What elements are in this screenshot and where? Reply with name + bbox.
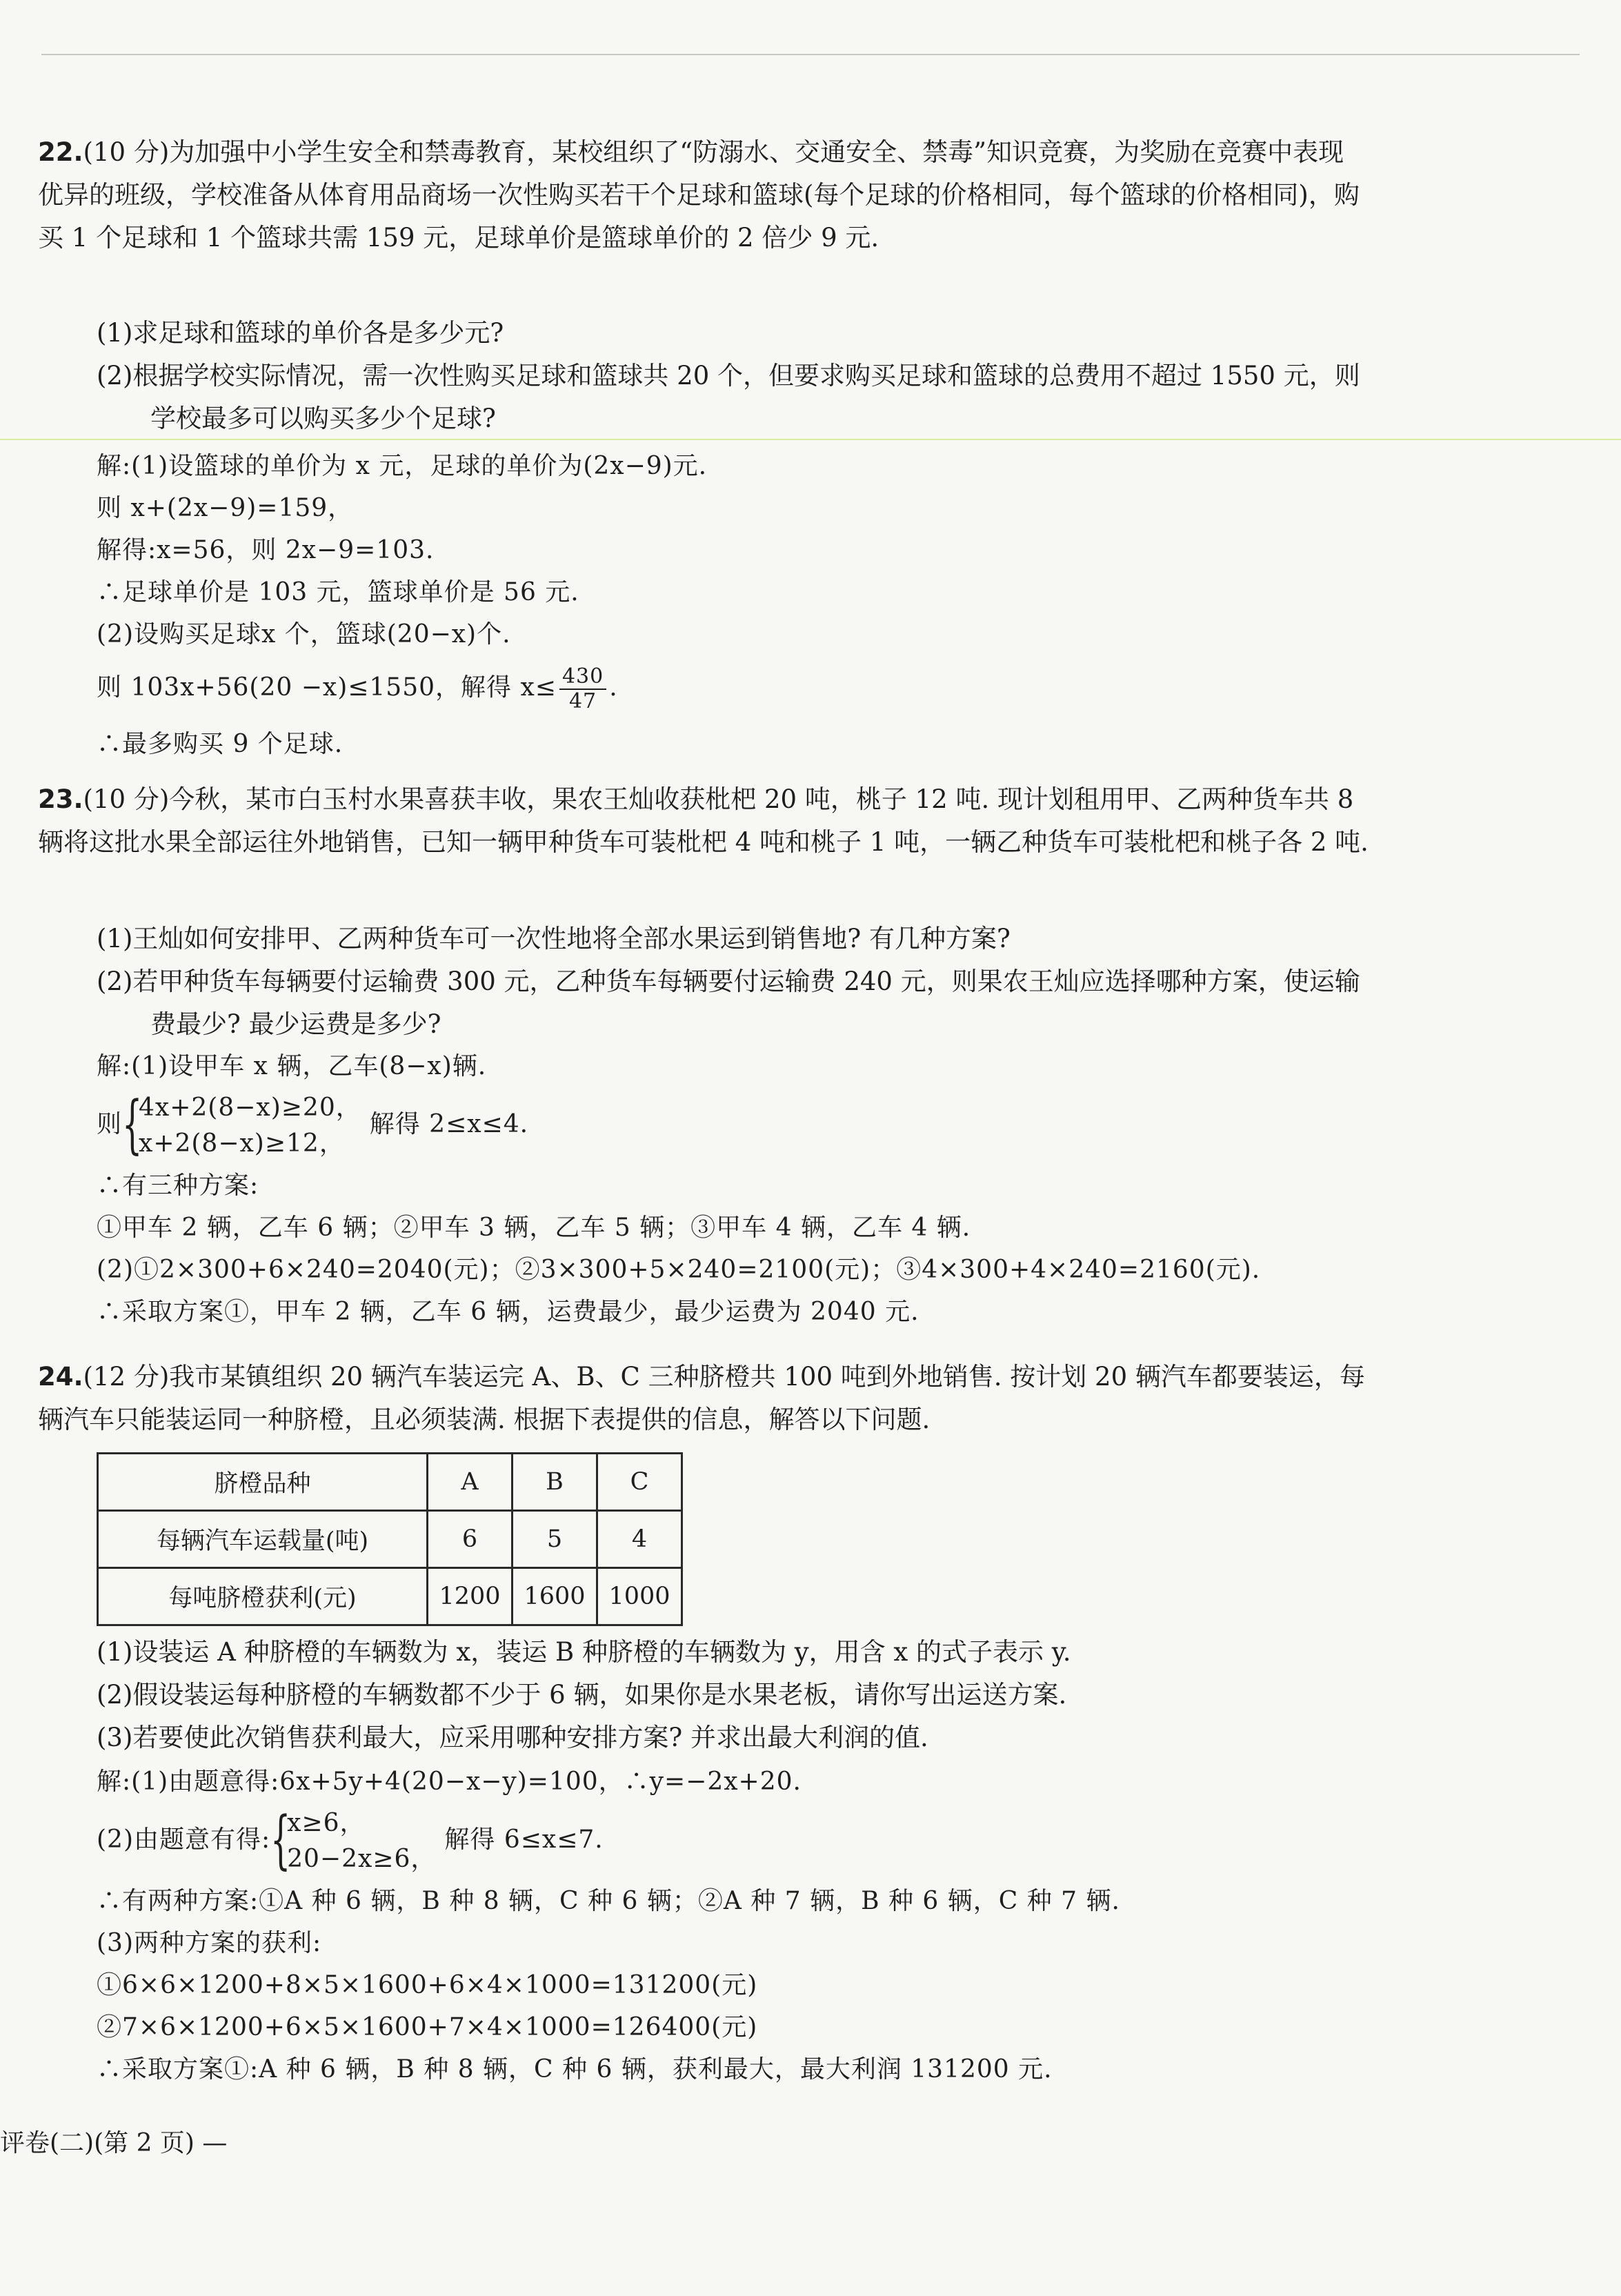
question-number: 24. <box>38 1362 83 1392</box>
inequality-row: x≥6， <box>287 1809 366 1837</box>
solution-line: ∴足球单价是 103 元，篮球单价是 56 元. <box>97 578 579 606</box>
solution-line: ①甲车 2 辆，乙车 6 辆；②甲车 3 辆，乙车 5 辆；③甲车 4 辆，乙车 4 辆. <box>97 1214 971 1242</box>
inequality-system <box>270 1805 436 1877</box>
solution-text: 则 <box>97 1110 123 1138</box>
solution-line: ①6×6×1200+8×5×1600+6×4×1000=131200(元) <box>97 1971 758 1999</box>
q24-subquestions <box>97 1631 1373 1759</box>
question-22 <box>38 131 1369 259</box>
page-footer: 评卷(二)(第 2 页) — <box>0 2129 228 2157</box>
table-cell: C <box>597 1454 682 1511</box>
question-number: 22. <box>38 137 83 167</box>
table-row <box>98 1568 682 1625</box>
table-cell: 6 <box>428 1511 513 1568</box>
question-24 <box>38 1356 1369 1441</box>
table-cell: 每辆汽车运载量(吨) <box>98 1511 428 1568</box>
subquestion-3: (3)若要使此次销售获利最大，应采用哪种安排方案? 并求出最大利润的值. <box>97 1723 928 1752</box>
solution-text: (2)由题意有得: <box>97 1825 271 1854</box>
table-cell: A <box>428 1454 513 1511</box>
question-23 <box>38 778 1369 864</box>
solution-line: ∴采取方案①，甲车 2 辆，乙车 6 辆，运费最少，最少运费为 2040 元. <box>97 1298 919 1326</box>
subquestion-2: (2)根据学校实际情况，需一次性购买足球和篮球共 20 个，但要求购买足球和篮球的总费用不超过 1550 元，则学校最多可以购买多少个足球? <box>97 361 1360 433</box>
inequality-system-line <box>97 1087 1380 1162</box>
solution-text: 解得 2≤x≤4. <box>369 1110 529 1138</box>
question-number: 23. <box>38 784 83 814</box>
highlight-line <box>0 439 1621 440</box>
solution-line: (2)设购买足球x 个，篮球(20−x)个. <box>97 620 511 649</box>
table-cell: B <box>513 1454 597 1511</box>
solution-line <box>97 665 1380 713</box>
table-cell: 4 <box>597 1511 682 1568</box>
solution-line: 解:(1)设篮球的单价为 x 元，足球的单价为(2x−9)元. <box>97 452 708 480</box>
table-cell: 脐橙品种 <box>98 1454 428 1511</box>
fraction-numerator: 430 <box>559 665 606 690</box>
table-cell: 1000 <box>597 1568 682 1625</box>
navel-orange-table <box>97 1452 683 1626</box>
question-text: (10 分)为加强中小学生安全和禁毒教育，某校组织了“防溺水、交通安全、禁毒”知识竞赛，为奖励在竞赛中表现优异的班级，学校准备从体育用品商场一次性购买若干个足球和篮球(每个足球的价格相同，每个篮球的价格相同)，购买 1 个足球和 1 个篮球共需 159 元，足球单价是篮球单价的 2 倍少 9 元. <box>38 137 1360 253</box>
solution-line: ②7×6×1200+6×5×1600+7×4×1000=126400(元) <box>97 2013 758 2041</box>
subquestion-1: (1)设装运 A 种脐橙的车辆数为 x，装运 B 种脐橙的车辆数为 y，用含 x 的式子表示 y. <box>97 1637 1071 1667</box>
solution-line: 解得:x=56，则 2x−9=103. <box>97 536 435 564</box>
solution-line: 解:(1)由题意得:6x+5y+4(20−x−y)=100，∴y=−2x+20. <box>97 1768 802 1796</box>
inequality-row: x+2(8−x)≥12， <box>139 1129 345 1158</box>
table-cell: 1600 <box>513 1568 597 1625</box>
inequality-row: 20−2x≥6， <box>287 1845 437 1873</box>
subquestion-2: (2)假设装运每种脐橙的车辆数都不少于 6 辆，如果你是水果老板，请你写出运送方案. <box>97 1680 1067 1710</box>
fraction <box>559 665 606 713</box>
brace-icon: { <box>122 1087 143 1161</box>
solution-line: 解:(1)设甲车 x 辆，乙车(8−x)辆. <box>97 1052 487 1080</box>
solution-line: ∴有两种方案:①A 种 6 辆，B 种 8 辆，C 种 6 辆；②A 种 7 辆，B 种 6 辆，C 种 7 辆. <box>97 1887 1120 1915</box>
q24-solution <box>97 1761 1380 2090</box>
top-rule <box>41 54 1580 55</box>
subquestion-1: (1)王灿如何安排甲、乙两种货车可一次性地将全部水果运到销售地? 有几种方案? <box>97 924 1011 953</box>
q23-subquestions <box>97 918 1373 1046</box>
brace-icon: { <box>270 1803 291 1877</box>
solution-text: 则 103x+56(20 −x)≤1550，解得 x≤ <box>97 673 557 702</box>
fraction-denominator: 47 <box>568 689 597 713</box>
solution-line: ∴最多购买 9 个足球. <box>97 730 344 758</box>
q22-subquestions <box>97 312 1373 440</box>
inequality-system <box>122 1087 361 1162</box>
inequality-row: 4x+2(8−x)≥20， <box>139 1093 361 1122</box>
q22-solution <box>97 445 1380 765</box>
q23-solution <box>97 1045 1380 1333</box>
table-cell: 5 <box>513 1511 597 1568</box>
solution-line: (2)①2×300+6×240=2040(元)；②3×300+5×240=2100(元)；③4×300+4×240=2160(元). <box>97 1256 1261 1284</box>
question-text: (10 分)今秋，某市白玉村水果喜获丰收，果农王灿收获枇杷 20 吨，桃子 12 吨. 现计划租用甲、乙两种货车共 8 辆将这批水果全部运往外地销售，已知一辆甲种货车可装枇杷 4 吨和桃子 1 吨，一辆乙种货车可装枇杷和桃子各 2 吨. <box>38 784 1369 857</box>
question-text: (12 分)我市某镇组织 20 辆汽车装运完 A、B、C 三种脐橙共 100 吨到外地销售. 按计划 20 辆汽车都要装运，每辆汽车只能装运同一种脐橙，且必须装满. 根据下表提供的信息，解答以下问题. <box>38 1362 1365 1434</box>
inequality-system-line <box>97 1805 1380 1877</box>
solution-line: ∴采取方案①:A 种 6 辆，B 种 8 辆，C 种 6 辆，获利最大，最大利润 131200 元. <box>97 2055 1053 2084</box>
subquestion-2: (2)若甲种货车每辆要付运输费 300 元，乙种货车每辆要付运输费 240 元，则果农王灿应选择哪种方案，使运输费最少? 最少运费是多少? <box>97 967 1360 1039</box>
table-cell: 每吨脐橙获利(元) <box>98 1568 428 1625</box>
solution-line: 则 x+(2x−9)=159， <box>97 494 354 522</box>
table-cell: 1200 <box>428 1568 513 1625</box>
subquestion-1: (1)求足球和篮球的单价各是多少元? <box>97 318 504 348</box>
solution-text: 解得 6≤x≤7. <box>444 1825 604 1854</box>
table-row <box>98 1454 682 1511</box>
table-row <box>98 1511 682 1568</box>
solution-line: (3)两种方案的获利: <box>97 1929 322 1957</box>
solution-text: . <box>609 673 618 702</box>
solution-line: ∴有三种方案: <box>97 1171 259 1200</box>
